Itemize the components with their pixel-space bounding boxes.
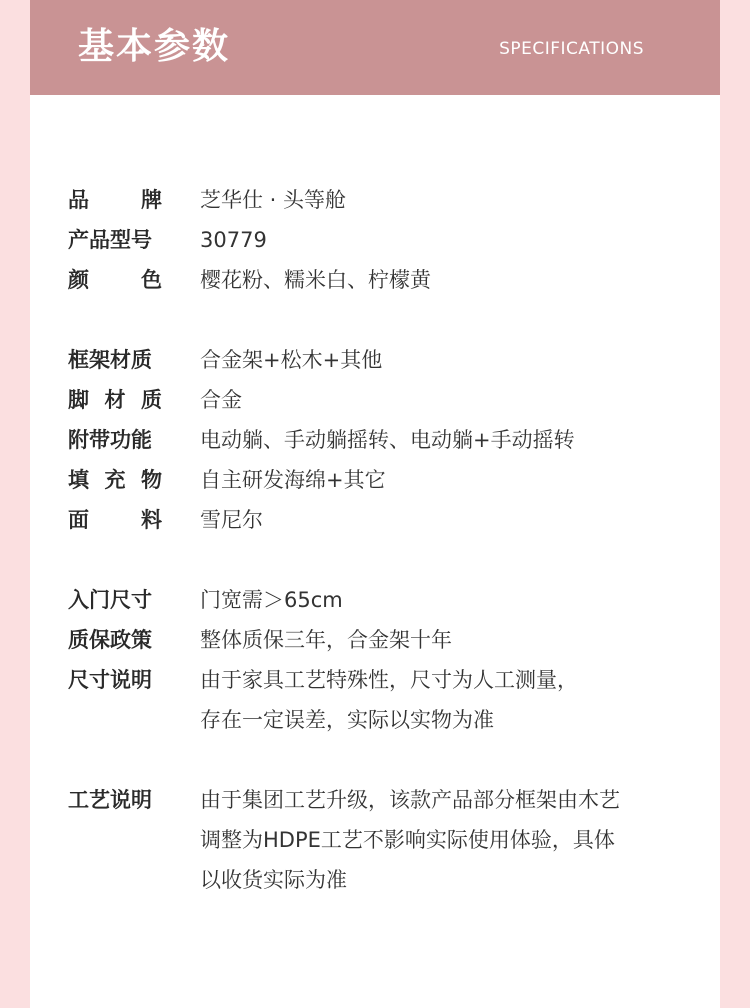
spec-label: 脚 材 质 — [68, 388, 162, 412]
spec-value-line: 以收货实际为准 — [200, 868, 347, 892]
spec-value: 30779 — [200, 228, 267, 252]
spec-value: 整体质保三年，合金架十年 — [200, 628, 452, 652]
spec-label: 入门尺寸 — [68, 588, 152, 612]
spec-label: 框架材质 — [68, 348, 152, 372]
spec-value — [200, 780, 690, 900]
spec-value: 合金 — [200, 388, 242, 412]
spec-value-line: 调整为HDPE工艺不影响实际使用体验，具体 — [200, 828, 615, 852]
spec-label: 品 牌 — [68, 188, 162, 212]
spec-value-line: 由于家具工艺特殊性，尺寸为人工测量， — [200, 668, 578, 692]
spec-value: 门宽需＞65cm — [200, 588, 343, 612]
spec-label: 质保政策 — [68, 628, 152, 652]
spec-label: 颜 色 — [68, 268, 162, 292]
spec-value-line: 存在一定误差，实际以实物为准 — [200, 708, 494, 732]
spec-value: 合金架+松木+其他 — [200, 348, 383, 372]
spec-label: 填 充 物 — [68, 468, 162, 492]
spec-value: 芝华仕 · 头等舱 — [200, 188, 347, 212]
spec-value: 雪尼尔 — [200, 508, 263, 532]
spec-value-line: 由于集团工艺升级，该款产品部分框架由木艺 — [200, 788, 620, 812]
spec-value — [200, 660, 690, 740]
spec-value: 电动躺、手动躺摇转、电动躺+手动摇转 — [200, 428, 575, 452]
spec-label: 附带功能 — [68, 428, 152, 452]
spec-label: 面 料 — [68, 508, 162, 532]
page-subtitle: SPECIFICATIONS — [499, 39, 644, 59]
spec-label: 工艺说明 — [68, 788, 152, 812]
header-banner — [30, 0, 720, 95]
page-title: 基本参数 — [78, 26, 231, 67]
spec-value: 樱花粉、糯米白、柠檬黄 — [200, 268, 431, 292]
spec-value: 自主研发海绵+其它 — [200, 468, 386, 492]
spec-label: 产品型号 — [68, 228, 152, 252]
spec-label: 尺寸说明 — [68, 668, 152, 692]
